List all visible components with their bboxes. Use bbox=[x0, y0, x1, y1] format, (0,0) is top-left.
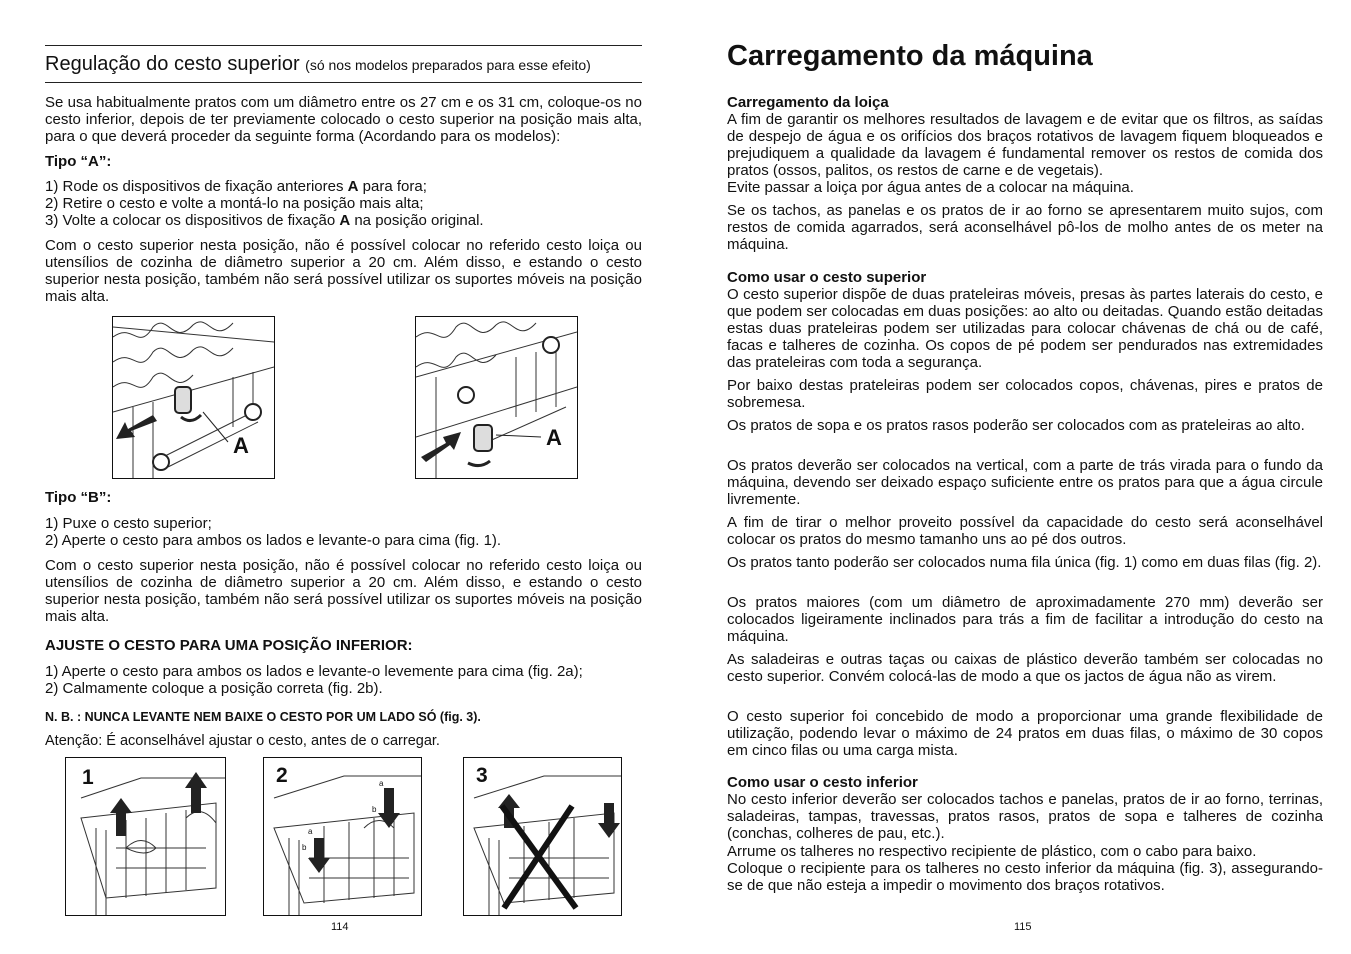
fig-letter-b: b bbox=[302, 843, 307, 852]
paragraph: A fim de garantir os melhores resultados de lavagem e de evitar que os filtros, as saídas de despejo de água e os orifícios dos braços rotativos de lavagem fiquem bloqueados e prejudiquem a qualidade da lavagem é fundamental remover os restos de comida dos pratos (ossos, palitos, os restos de carne e de vegetais). bbox=[727, 111, 1323, 179]
fig-label-a: A bbox=[546, 425, 562, 450]
page-number-left: 114 bbox=[331, 921, 349, 933]
fig-letter-b: b bbox=[372, 805, 377, 814]
tipo-b-label: Tipo “B”: bbox=[45, 489, 112, 506]
fig-letter-a: a bbox=[379, 779, 384, 788]
figure-a-remove-illustration bbox=[112, 316, 275, 479]
paragraph: Os pratos de sopa e os pratos rasos poderão ser colocados com as prateleiras ao alto. bbox=[727, 417, 1305, 434]
subheading-cesto-superior: Como usar o cesto superior bbox=[727, 269, 927, 286]
paragraph: Coloque o recipiente para os talheres no cesto inferior da máquina (fig. 3), assegurando-se de que não esteja a impedir o movimento dos braços rotativos. bbox=[727, 860, 1323, 894]
figure-2-illustration bbox=[263, 757, 422, 916]
paragraph: A fim de tirar o melhor proveito possível da capacidade do cesto será aconselhável colocar os pratos do mesmo tamanho uns ao pé dos outros. bbox=[727, 514, 1323, 548]
top-rule bbox=[45, 45, 642, 46]
step: 2) Calmamente coloque a posição correta (fig. 2b). bbox=[45, 680, 383, 697]
figure-number: 2 bbox=[276, 764, 288, 787]
step: 3) Volte a colocar os dispositivos de fixação A na posição original. bbox=[45, 212, 484, 229]
tipo-b-steps bbox=[45, 515, 642, 549]
tipo-a-label: Tipo “A”: bbox=[45, 153, 112, 170]
step: 2) Retire o cesto e volte a montá-lo na posição mais alta; bbox=[45, 195, 424, 212]
paragraph: Se os tachos, as panelas e os pratos de ir ao forno se apresentarem muito sujos, com restos de comida agarrados, será aconselhável pô-los de molho antes de os meter na máquina. bbox=[727, 202, 1323, 253]
tipo-b-note: Com o cesto superior nesta posição, não é possível colocar no referido cesto loiça ou utensílios de cozinha de diâmetro superior a 20 cm. Além disso, e estando o cesto superior nesta posição, também não será possível utilizar os suportes móveis na posição mais alta. bbox=[45, 557, 642, 625]
page-number-right: 115 bbox=[1014, 921, 1032, 933]
paragraph: O cesto superior foi concebido de modo a proporcionar uma grande flexibilidade de utilização, podendo levar o máximo de 24 pratos em duas filas, o máximo de 30 copos em cinco filas ou uma carga mista. bbox=[727, 708, 1323, 759]
section-heading: Regulação do cesto superior (só nos modelos preparados para esse efeito) bbox=[45, 53, 591, 75]
step: 1) Puxe o cesto superior; bbox=[45, 515, 212, 532]
step: 1) Rode os dispositivos de fixação anteriores A para fora; bbox=[45, 178, 427, 195]
figure-a-refit-illustration bbox=[415, 316, 578, 479]
paragraph: Arrume os talheres no respectivo recipiente de plástico, com o cabo para baixo. bbox=[727, 843, 1257, 860]
subheading-cesto-inferior: Como usar o cesto inferior bbox=[727, 774, 918, 791]
paragraph: Os pratos maiores (com um diâmetro de aproximadamente 270 mm) deverão ser colocados ligeiramente inclinados para trás a fim de facilitar a introdução do cesto na máquina. bbox=[727, 594, 1323, 645]
nb-warning: N. B. : NUNCA LEVANTE NEM BAIXE O CESTO POR UM LADO SÓ (fig. 3). bbox=[45, 710, 481, 724]
fig-label-a: A bbox=[233, 433, 249, 458]
paragraph: Os pratos tanto poderão ser colocados numa fila única (fig. 1) como em duas filas (fig. 2). bbox=[727, 554, 1322, 571]
atencao-note: Atenção: É aconselhável ajustar o cesto, antes de o carregar. bbox=[45, 733, 440, 749]
figure-number: 3 bbox=[476, 764, 488, 787]
paragraph: O cesto superior dispõe de duas prateleiras móveis, presas às partes laterais do cesto, e que podem ser colocadas em duas posições: ao alto ou deitadas. Quando estão deitadas estas duas prateleiras podem ser utilizadas para colocar chávenas de chá ou de café, facas e talheres de cozinha. Os copos de pé podem ser pendurados nas extremidades das prateleiras com toda a segurança. bbox=[727, 286, 1323, 371]
ajuste-steps bbox=[45, 663, 642, 697]
paragraph: Evite passar a loiça por água antes de a colocar na máquina. bbox=[727, 179, 1134, 196]
paragraph: As saladeiras e outras taças ou caixas de plástico deverão também ser colocadas no cesto superior. Convém colocá-las de modo a que os jactos de água não as virem. bbox=[727, 651, 1323, 685]
page-title: Carregamento da máquina bbox=[727, 40, 1093, 72]
tipo-a-note: Com o cesto superior nesta posição, não é possível colocar no referido cesto loiça ou utensílios de cozinha de diâmetro superior a 20 cm. Além disso, e estando o cesto superior nesta posição, também não será possível utilizar os suportes móveis na posição mais alta. bbox=[45, 237, 642, 305]
figure-1-illustration bbox=[65, 757, 226, 916]
paragraph: No cesto inferior deverão ser colocados tachos e panelas, pratos de ir ao forno, terrinas, saladeiras, tampas, travessas, pratos rasos, pratos de sopa e talheres de cozinha (conchas, colheres de pau, etc.). bbox=[727, 791, 1323, 842]
step: 1) Aperte o cesto para ambos os lados e levante-o levemente para cima (fig. 2a); bbox=[45, 663, 583, 680]
step: 2) Aperte o cesto para ambos os lados e levante-o para cima (fig. 1). bbox=[45, 532, 502, 549]
figure-number: 1 bbox=[82, 766, 94, 789]
paragraph: Por baixo destas prateleiras podem ser colocados copos, chávenas, pires e pratos de sobremesa. bbox=[727, 377, 1323, 411]
subheading-carregamento: Carregamento da loiça bbox=[727, 94, 889, 111]
figure-3-illustration bbox=[463, 757, 622, 916]
tipo-a-steps bbox=[45, 178, 642, 229]
heading-rule bbox=[45, 82, 642, 83]
intro-paragraph: Se usa habitualmente pratos com um diâmetro entre os 27 cm e os 31 cm, coloque-os no cesto inferior, depois de ter previamente colocado o cesto superior na posição mais alta, para o que deverá proceder da seguinte forma (Acordando para os modelos): bbox=[45, 94, 642, 145]
paragraph: Os pratos deverão ser colocados na vertical, com a parte de trás virada para o fundo da máquina, devendo ser deixado espaço suficiente entre os pratos para que a água circule livremente. bbox=[727, 457, 1323, 508]
fig-letter-a: a bbox=[308, 827, 313, 836]
ajuste-heading: AJUSTE O CESTO PARA UMA POSIÇÃO INFERIOR: bbox=[45, 637, 413, 654]
